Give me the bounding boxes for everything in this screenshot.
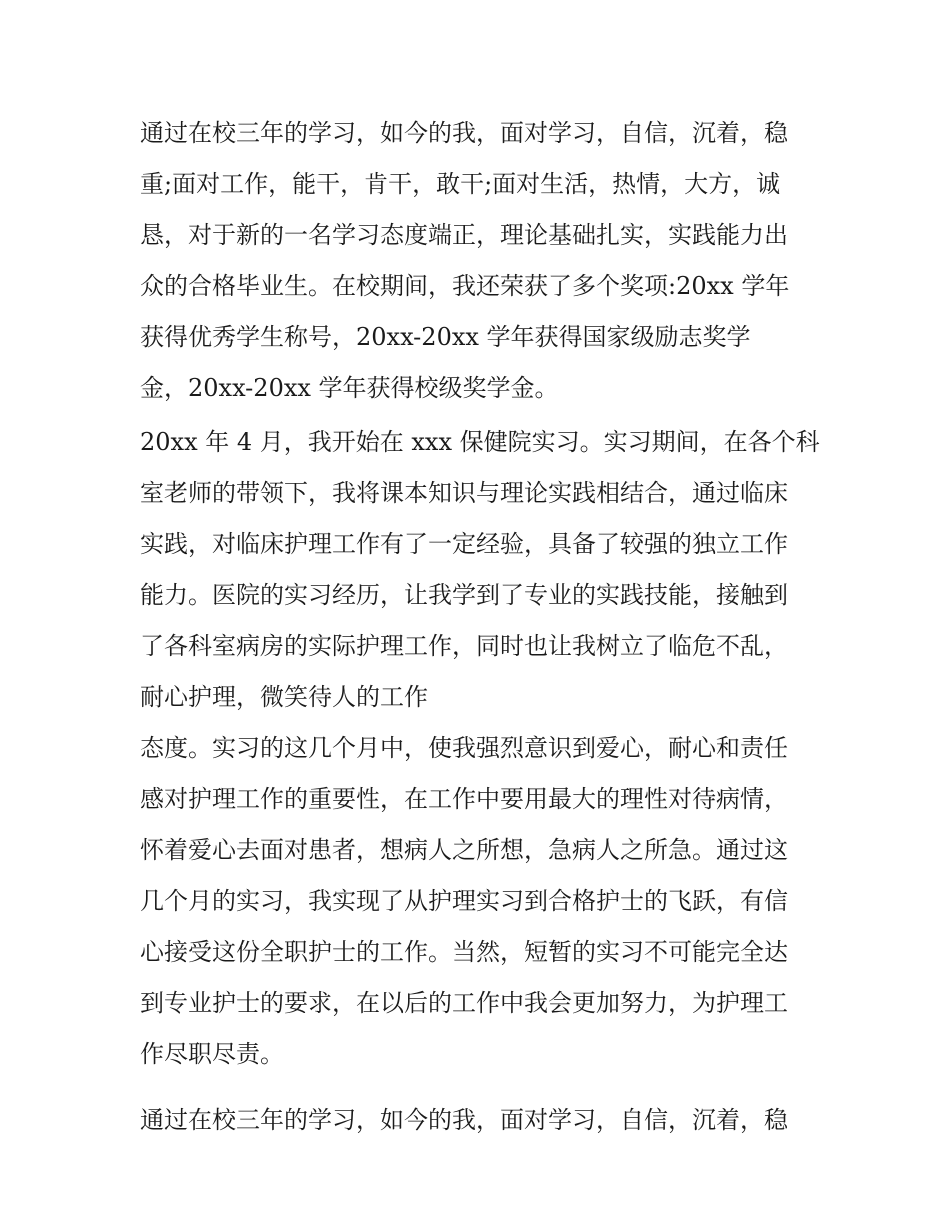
text-line: 获得优秀学生称号，20xx-20xx 学年获得国家级励志奖学 xyxy=(140,323,751,351)
paragraph-school-summary-repeat xyxy=(140,1095,820,1146)
text-line: 怀着爱心去面对患者，想病人之所想，急病人之所急。通过这 xyxy=(140,836,788,864)
text-line: 感对护理工作的重要性，在工作中要用最大的理性对待病情， xyxy=(140,785,788,813)
document-body xyxy=(140,108,820,1146)
paragraph-school-summary xyxy=(140,108,820,414)
text-line: 能力。医院的实习经历，让我学到了专业的实践技能，接触到 xyxy=(140,581,788,609)
text-line: 到专业护士的要求，在以后的工作中我会更加努力，为护理工 xyxy=(140,989,788,1017)
text-line: 通过在校三年的学习，如今的我，面对学习，自信，沉着，稳 xyxy=(140,119,788,147)
text-line: 几个月的实习，我实现了从护理实习到合格护士的飞跃，有信 xyxy=(140,887,788,915)
text-line: 20xx 年 4 月，我开始在 xxx 保健院实习。实习期间，在各个科 xyxy=(140,428,820,456)
text-line: 态度。实习的这几个月中，使我强烈意识到爱心，耐心和责任 xyxy=(140,734,788,762)
text-line: 了各科室病房的实际护理工作，同时也让我树立了临危不乱， xyxy=(140,632,788,660)
text-line: 作尽职尽责。 xyxy=(140,1040,284,1068)
text-line: 金，20xx-20xx 学年获得校级奖学金。 xyxy=(140,374,559,402)
text-line: 室老师的带领下，我将课本知识与理论实践相结合，通过临床 xyxy=(140,479,788,507)
text-line: 恳，对于新的一名学习态度端正，理论基础扎实，实践能力出 xyxy=(140,221,788,249)
paragraph-internship xyxy=(140,417,820,723)
text-line: 心接受这份全职护士的工作。当然，短暂的实习不可能完全达 xyxy=(140,938,788,966)
text-line: 通过在校三年的学习，如今的我，面对学习，自信，沉着，稳 xyxy=(140,1106,788,1134)
paragraph-attitude xyxy=(140,723,820,1080)
text-line: 重;面对工作，能干，肯干，敢干;面对生活，热情，大方，诚 xyxy=(140,170,781,198)
text-line: 实践，对临床护理工作有了一定经验，具备了较强的独立工作 xyxy=(140,530,788,558)
text-line: 众的合格毕业生。在校期间，我还荣获了多个奖项:20xx 学年 xyxy=(140,272,790,300)
text-line: 耐心护理，微笑待人的工作 xyxy=(140,683,428,711)
